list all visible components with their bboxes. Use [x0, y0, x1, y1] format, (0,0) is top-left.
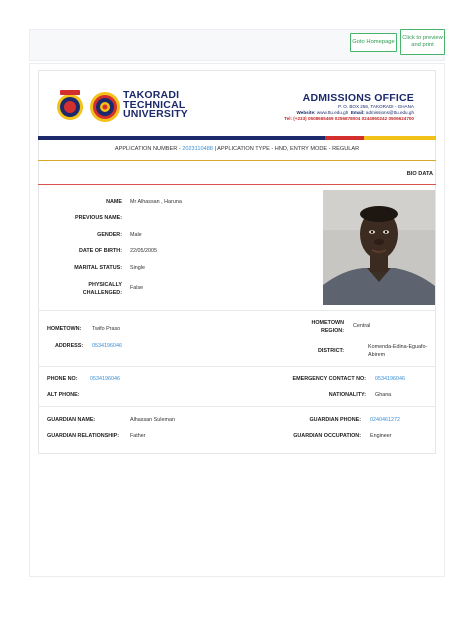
phone-label: PHONE NO:: [47, 376, 78, 382]
divider: [38, 160, 436, 161]
office-contact-block: [284, 92, 414, 122]
office-title: ADMISSIONS OFFICE: [302, 92, 414, 104]
nationality-value: Ghana: [375, 392, 392, 398]
address-value: 0534196046: [92, 343, 122, 349]
guardian-phone-value: 0240461272: [370, 417, 400, 423]
applicant-photo: [323, 190, 435, 305]
hometown-region-label: HOMETOWN REGION:: [311, 320, 344, 334]
address-label: ADDRESS:: [55, 343, 84, 349]
office-address: P. O. BOX 256, TAKORADI - GHANA: [338, 104, 414, 109]
alt-phone-label: ALT PHONE:: [47, 392, 80, 398]
district-label: DISTRICT:: [317, 348, 344, 354]
application-number: 2023110488: [182, 146, 213, 152]
hometown-region-value: Central: [353, 323, 371, 329]
divider: [38, 366, 436, 367]
preview-print-button[interactable]: Click to preview and print: [400, 29, 445, 55]
goto-homepage-button[interactable]: Goto Homepage: [350, 33, 397, 52]
physically-challenged-value: False: [130, 285, 144, 291]
guardian-name-label: GUARDIAN NAME:: [47, 417, 96, 423]
application-info: APPLICATION NUMBER - 2023110488 | APPLICATION TYPE - HND, ENTRY MODE - REGULAR: [114, 146, 360, 152]
university-name-line2: TECHNICAL: [123, 98, 186, 111]
guardian-relationship-value: Father: [130, 433, 146, 439]
divider: [38, 310, 436, 311]
previous-name-label: PREVIOUS NAME:: [74, 215, 122, 221]
applicant-portrait-icon: [323, 190, 435, 305]
guardian-phone-label: GUARDIAN PHONE:: [309, 417, 361, 423]
section-title: BIO DATA: [406, 171, 433, 177]
gender-label: GENDER:: [97, 232, 122, 238]
university-name-line1: TAKORADI: [123, 89, 180, 101]
guardian-name-value: Alhassan Suleman: [130, 417, 175, 423]
district-value: Komenda-Edina-Eguafo- Abirem: [368, 344, 428, 358]
university-name-line3: UNIVERSITY: [123, 108, 189, 121]
header-color-stripe: [38, 136, 436, 140]
university-crest-icon: [56, 87, 124, 125]
hometown-value: Twifo Praso: [92, 326, 121, 332]
university-name: [123, 91, 188, 120]
divider: [38, 406, 436, 407]
guardian-relationship-label: GUARDIAN RELATIONSHIP:: [47, 433, 120, 439]
guardian-occupation-label: GUARDIAN OCCUPATION:: [293, 433, 361, 439]
emergency-contact-value: 0534196046: [375, 376, 405, 382]
university-logos: [56, 87, 124, 125]
phone-value: 0534196046: [90, 376, 120, 382]
name-label: NAME: [106, 199, 122, 205]
marital-status-label: MARITAL STATUS:: [74, 265, 122, 271]
marital-status-value: Single: [130, 265, 145, 271]
hometown-label: HOMETOWN:: [47, 326, 82, 332]
dob-label: DATE OF BIRTH:: [78, 248, 122, 254]
office-web-email: Website: www.ttu.edu.gh Email: admissions@ttu.edu.gh: [296, 110, 414, 115]
name-value: Mr Alhassan , Haruna: [130, 199, 182, 205]
gender-value: Male: [130, 232, 142, 238]
emergency-contact-label: EMERGENCY CONTACT NO:: [292, 376, 366, 382]
divider: [38, 184, 436, 185]
guardian-occupation-value: Engineer: [370, 433, 392, 439]
office-telephone: Tel: (+233) 0508665469 0256878004 0244950242 0506624700: [284, 116, 414, 121]
dob-value: 22/05/2005: [130, 248, 157, 254]
physically-challenged-label: PHYSICALLY CHALLENGED:: [82, 282, 122, 296]
nationality-label: NATIONALITY:: [328, 392, 366, 398]
